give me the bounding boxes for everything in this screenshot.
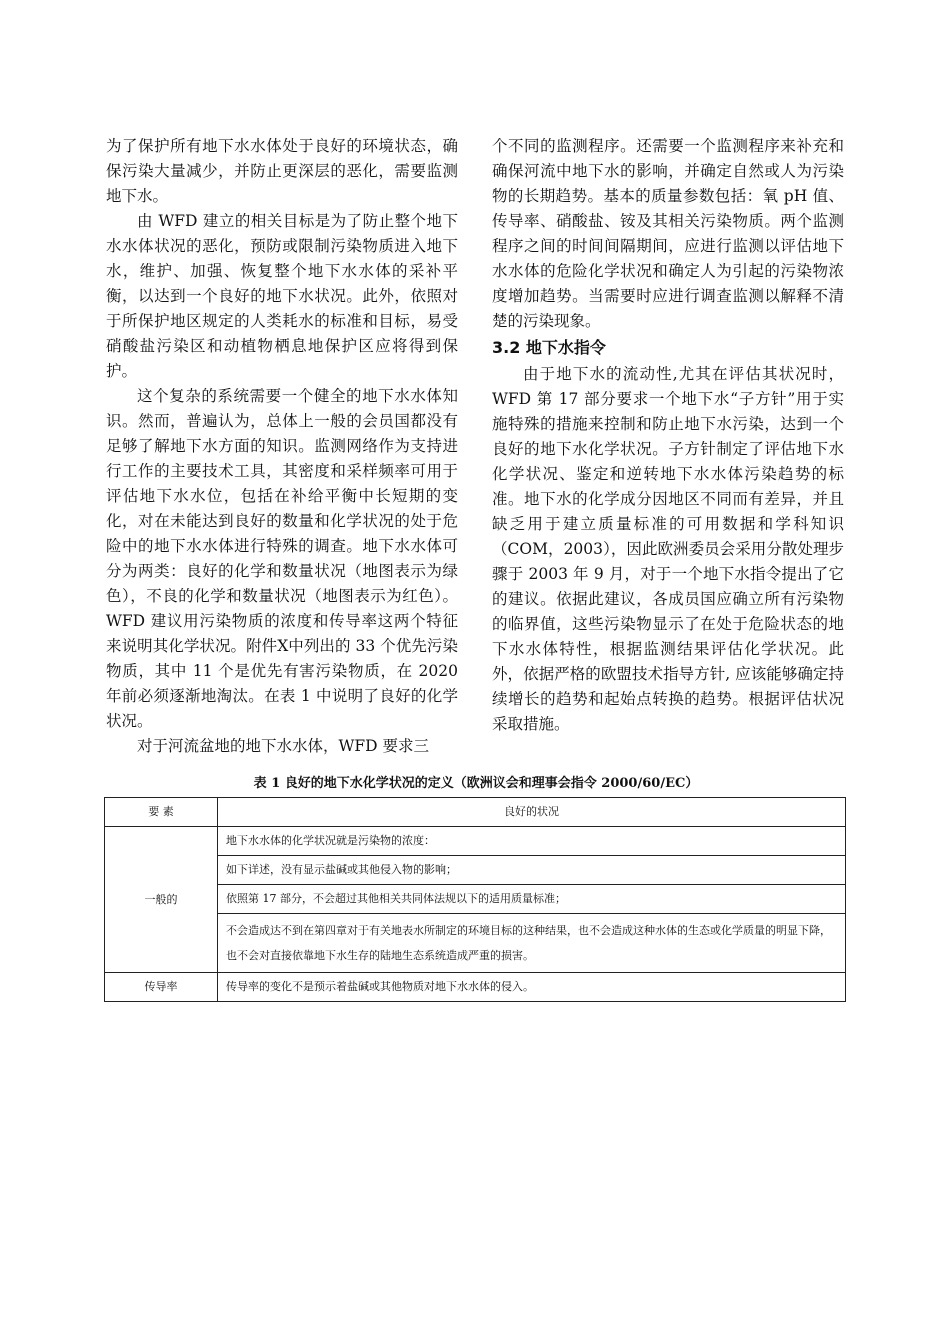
left-column	[106, 134, 458, 759]
condition-cell: 传导率的变化不是预示着盐碱或其他物质对地下水水体的侵入。	[218, 973, 846, 1002]
section-heading: 3.2 地下水指令	[492, 338, 606, 357]
paragraph: 对于河流盆地的地下水水体，WFD 要求三	[137, 737, 430, 755]
chemical-status-table	[104, 797, 846, 1002]
paragraph: 由于地下水的流动性,尤其在评估其状况时，WFD 第 17 部分要求一个地下水“子方针”用于实施特殊的措施来控制和防止地下水污染，达到一个良好的地下水化学状况。子方针制定了评估地下水化学状况、鉴定和逆转地下水水体污染趋势的标准。地下水的化学成分因地区不同而有差异，并且缺乏用于建立质量标准的可用数据和学科知识（COM，2003），因此欧洲委员会采用分散处理步骤于 2003 年 9 月，对于一个地下水指令提出了它的建议。依据此建议，各成员国应确立所有污染物的临界值，这些污染物显示了在处于危险状态的地下水水体特性，根据监测结果评估化学状况。此外，依据严格的欧盟技术指导方针, 应该能够确定持续增长的趋势和起始点转换的趋势。根据评估状况采取措施。	[492, 365, 844, 733]
condition-cell: 地下水水体的化学状况就是污染物的浓度：	[218, 827, 846, 856]
table-caption: 表 1 良好的地下水化学状况的定义（欧洲议会和理事会指令 2000/60/EC）	[253, 776, 699, 791]
paragraph: 为了保护所有地下水水体处于良好的环境状态，确保污染大量减少，并防止更深层的恶化，需要监测地下水。	[106, 137, 458, 205]
paragraph: 个不同的监测程序。还需要一个监测程序来补充和确保河流中地下水的影响，并确定自然或人为污染物的长期趋势。基本的质量参数包括：氧 pH 值、传导率、硝酸盐、铵及其相关污染物质。两个监测程序之间的时间间隔期间，应进行监测以评估地下水水体的危险化学状况和确定人为引起的污染物浓度增加趋势。当需要时应进行调查监测以解释不清楚的污染现象。	[492, 137, 844, 330]
category-general: 一般的	[105, 827, 218, 973]
category-conductivity: 传导率	[105, 973, 218, 1002]
condition-cell: 如下详述，没有显示盐碱或其他侵入物的影响；	[218, 856, 846, 885]
header-element: 要 素	[105, 798, 218, 827]
condition-cell: 依照第 17 部分，不会超过其他相关共同体法规以下的适用质量标准；	[218, 885, 846, 914]
paragraph: 由 WFD 建立的相关目标是为了防止整个地下水水体状况的恶化，预防或限制污染物质进入地下水，维护、加强、恢复整个地下水水体的采补平衡，以达到一个良好的地下水状况。此外，依照对于所保护地区规定的人类耗水的标准和目标，易受硝酸盐污染区和动植物栖息地保护区应将得到保护。	[106, 212, 458, 380]
right-column	[492, 134, 844, 737]
table-header-row	[105, 798, 846, 827]
table-row	[105, 973, 846, 1002]
paragraph: 这个复杂的系统需要一个健全的地下水水体知识。然而，普遍认为，总体上一般的会员国都没有足够了解地下水方面的知识。监测网络作为支持进行工作的主要技术工具，其密度和采样频率可用于评估地下水水位，包括在补给平衡中长短期的变化，对在未能达到良好的数量和化学状况的处于危险中的地下水水体进行特殊的调查。地下水水体可分为两类：良好的化学和数量状况（地图表示为绿色），不良的化学和数量状况（地图表示为红色）。WFD 建议用污染物质的浓度和传导率这两个特征来说明其化学状况。附件Ⅹ中列出的 33 个优先污染物质，其中 11 个是优先有害污染物质，在 2020 年前必须逐渐地淘汰。在表 1 中说明了良好的化学状况。	[106, 387, 458, 730]
condition-cell: 不会造成达不到在第四章对于有关地表水所制定的环境目标的这种结果，也不会造成这种水体的生态或化学质量的明显下降，也不会对直接依靠地下水生存的陆地生态系统造成严重的损害。	[218, 914, 846, 973]
header-status: 良好的状况	[218, 798, 846, 827]
table-row	[105, 827, 846, 856]
